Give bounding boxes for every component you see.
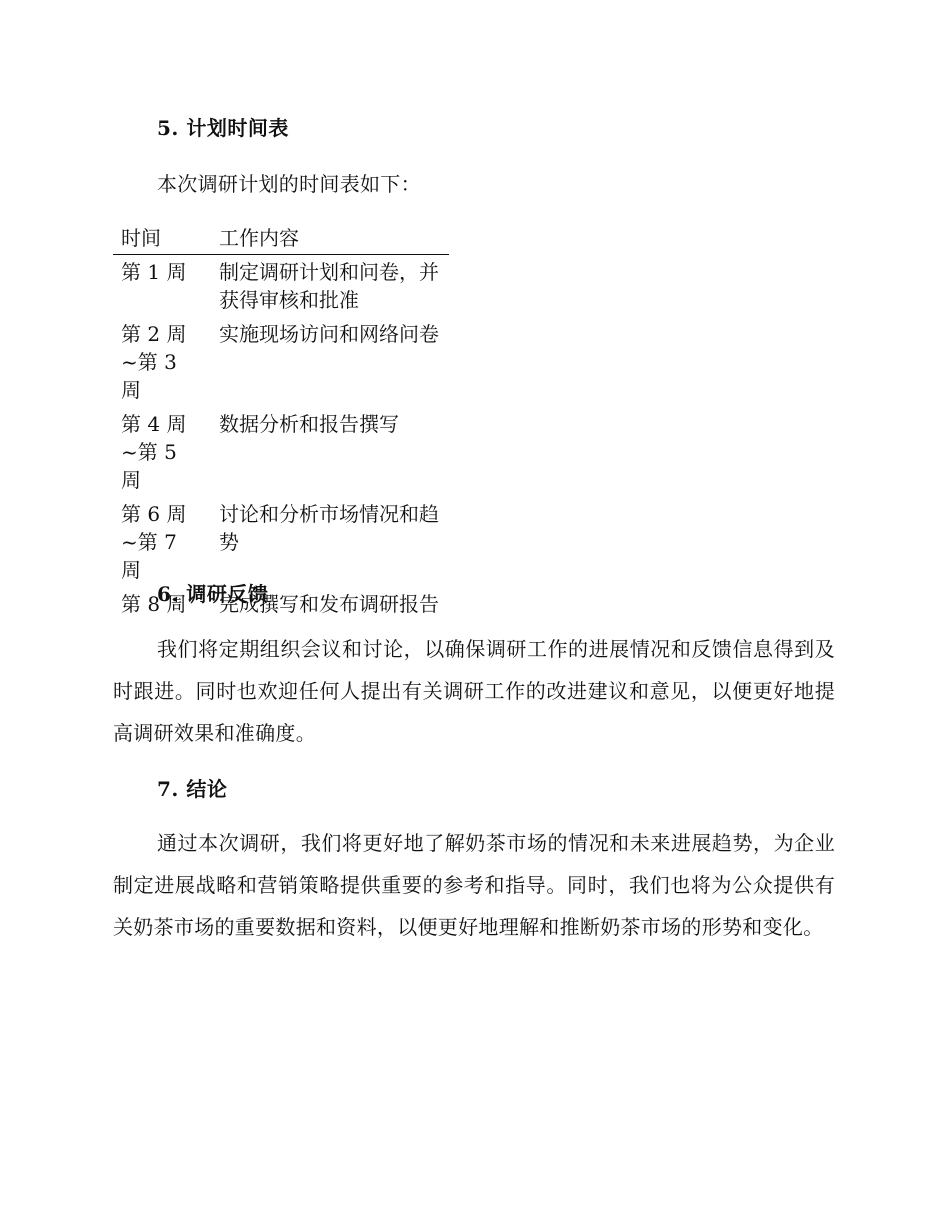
row-task: 讨论和分析市场情况和趋势 [218, 502, 439, 554]
row-time: 第 6 周~第 7 周 [121, 502, 187, 582]
header-time: 时间 [113, 222, 211, 255]
row-task: 完成撰写和发布调研报告 [218, 592, 439, 616]
schedule-header-row [113, 222, 449, 255]
section-5-heading: 5. 计划时间表 [157, 116, 289, 140]
schedule-intro: 本次调研计划的时间表如下： [157, 172, 421, 196]
table-row [113, 255, 449, 318]
table-row [113, 497, 449, 587]
row-task: 制定调研计划和问卷，并获得审核和批准 [218, 260, 439, 312]
schedule-table [113, 222, 449, 621]
section-6-heading: 6. 调研反馈 [157, 582, 269, 606]
section-6-body: 我们将定期组织会议和讨论，以确保调研工作的进展情况和反馈信息得到及时跟进。同时也欢迎任何人提出有关调研工作的改进建议和意见，以便更好地提高调研效果和准确度。 [113, 637, 835, 745]
section-7-body: 通过本次调研，我们将更好地了解奶茶市场的情况和未来进展趋势，为企业制定进展战略和营销策略提供重要的参考和指导。同时，我们也将为公众提供有关奶茶市场的重要数据和资料，以便更好地理解和推断奶茶市场的形势和变化。 [113, 831, 835, 939]
row-time: 第 8 周 [121, 592, 187, 616]
table-row [113, 407, 449, 497]
header-task: 工作内容 [211, 222, 449, 255]
row-time: 第 4 周~第 5 周 [121, 412, 187, 492]
row-task: 数据分析和报告撰写 [218, 412, 399, 436]
row-time: 第 1 周 [121, 260, 187, 284]
table-row [113, 317, 449, 407]
row-time: 第 2 周~第 3 周 [121, 322, 187, 402]
section-7-heading: 7. 结论 [157, 777, 228, 801]
row-task: 实施现场访问和网络问卷 [218, 322, 439, 346]
